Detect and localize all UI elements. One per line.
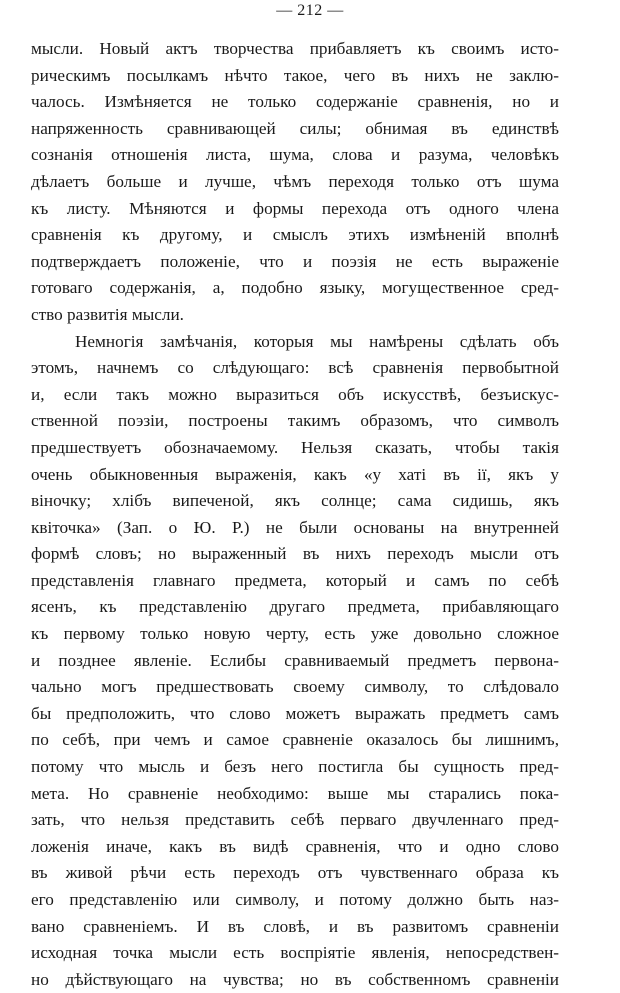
text-line: но дѣйствующаго на чувства; но въ собственномъ сравненіи — [31, 969, 559, 989]
text-line: ложенія иначе, какъ въ видѣ сравненія, что и одно слово — [31, 836, 559, 856]
text-line: напряженность сравнивающей силы; обнимая въ единствѣ — [31, 118, 559, 138]
text-line: вано сравненіемъ. И въ словѣ, и въ развитомъ сравненіи — [31, 916, 559, 936]
text-line: предшествуетъ обозначаемому. Нельзя сказать, чтобы такія — [31, 437, 559, 457]
text-line: рическимъ посылкамъ нѣчто такое, чего въ нихъ не заклю- — [31, 65, 559, 85]
text-line: потому что мысль и безъ него постигла бы сущность пред- — [31, 757, 559, 777]
text-line: очень обыкновенныя выраженія, какъ «у хаті въ ії, якъ у — [31, 464, 559, 484]
text-line: чально могъ предшествовать своему символу, то слѣдовало — [31, 677, 559, 697]
text-line: бы предположить, что слово можетъ выражать предметъ самъ — [31, 703, 559, 723]
text-line: его представленію или символу, и потому должно быть наз- — [31, 890, 559, 909]
text-line: ясенъ, къ представленію другаго предмета, прибавляющаго — [31, 597, 559, 617]
text-line: ство развитія мысли. — [31, 304, 184, 324]
text-line: въ живой рѣчи есть переходъ отъ чувственнаго образа къ — [31, 863, 559, 883]
text-line: этомъ, начнемъ со слѣдующаго: всѣ сравненія первобытной — [31, 358, 559, 378]
text-line: готоваго содержанія, а, подобно языку, могущественное сред- — [31, 278, 559, 298]
text-line: віночку; хлібъ випеченой, якъ солнце; сама сидишь, якъ — [31, 491, 559, 511]
text-line: къ первому только новую черту, есть уже довольно сложное — [31, 624, 559, 644]
text-line: сознанія отношенія листа, шума, слова и разума, человѣкъ — [31, 145, 559, 165]
paragraph-first-line: Немногія замѣчанія, которыя мы намѣрены сдѣлать объ — [75, 331, 559, 351]
text-line: исходная точка мысли есть воспріятіе явленія, непосредствен- — [31, 943, 559, 963]
text-line: мысли. Новый актъ творчества прибавляетъ къ своимъ исто- — [31, 39, 559, 58]
text-line: дѣлаетъ больше и лучше, чѣмъ переходя только отъ шума — [31, 171, 559, 191]
text-line: ственной поэзіи, построены такимъ образомъ, что символъ — [31, 411, 559, 431]
text-line: представленія главнаго предмета, который и самъ по себѣ — [31, 570, 559, 590]
text-line: зать, что нельзя представить себѣ перваго двучленнаго пред- — [31, 810, 559, 830]
body-text — [31, 36, 559, 993]
text-line: и, если такъ можно выразиться объ искусствѣ, безъискус- — [31, 384, 559, 404]
text-line: къ листу. Мѣняются и формы перехода отъ одного члена — [31, 198, 559, 218]
text-line: и позднее явленіе. Еслибы сравниваемый предметъ первона- — [31, 650, 559, 670]
text-line: мета. Но сравненіе необходимо: выше мы старались пока- — [31, 783, 559, 803]
text-line: по себѣ, при чемъ и самое сравненіе оказалось бы лишнимъ, — [31, 730, 559, 750]
page-number: — 212 — — [276, 2, 344, 19]
text-line: подтверждаетъ положеніе, что и поэзія не есть выраженіе — [31, 251, 559, 271]
text-line: сравненія къ другому, и смыслъ этихъ измѣненій вполнѣ — [31, 225, 559, 245]
text-line: чалось. Измѣняется не только содержаніе сравненія, но и — [31, 92, 559, 112]
text-line: формѣ словъ; но выраженный въ нихъ переходъ мысли отъ — [31, 544, 559, 564]
text-line: квіточка» (Зап. о Ю. Р.) не были основаны на внутренней — [31, 517, 559, 537]
